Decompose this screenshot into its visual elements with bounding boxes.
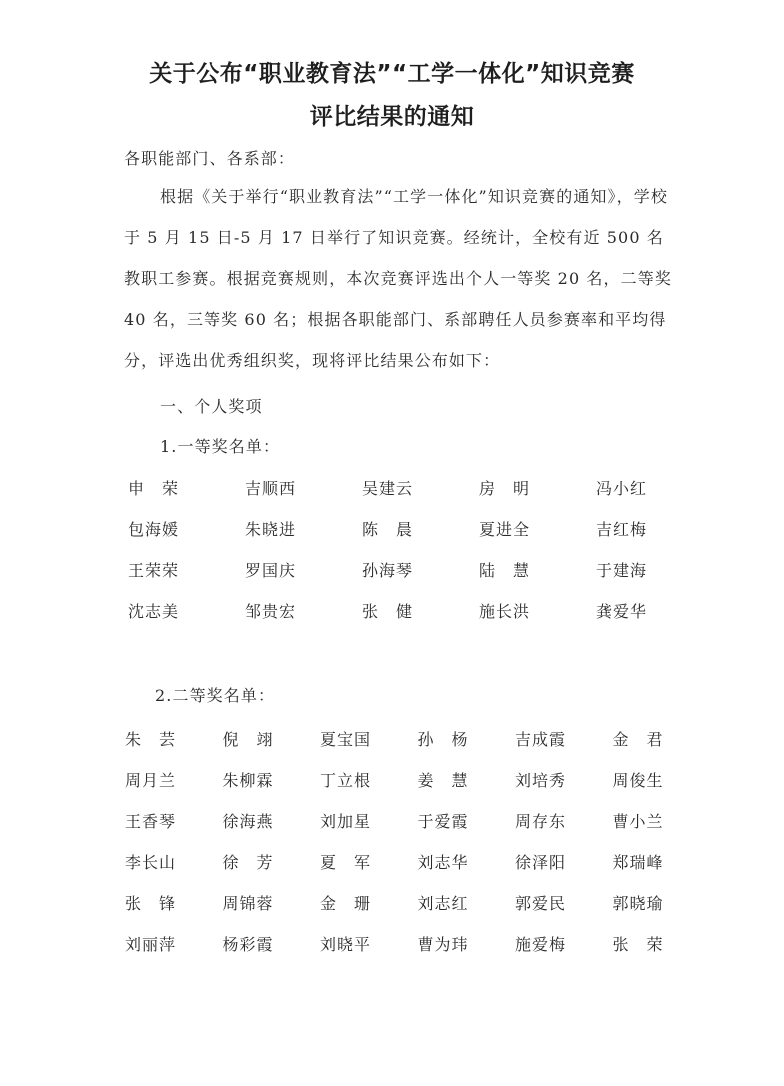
- awardee-name: 房 明: [479, 479, 531, 498]
- awardee-name: 徐 芳: [222, 853, 274, 872]
- awardee-name: 丁立根: [320, 771, 372, 790]
- awardee-name: 龚爱华: [596, 602, 648, 621]
- awardee-name: 刘志红: [417, 894, 469, 913]
- awardee-name: 张 健: [362, 602, 414, 621]
- awardee-name: 张 荣: [612, 935, 664, 954]
- awardee-name: 陈 晨: [362, 520, 414, 539]
- awardee-name: 沈志美: [128, 602, 180, 621]
- awardee-name: 朱 芸: [125, 730, 177, 749]
- first-prize-heading: 1.一等奖名单：: [160, 437, 281, 456]
- awardee-name: 朱柳霖: [222, 771, 274, 790]
- awardee-name: 吉顺西: [245, 479, 297, 498]
- second-prize-heading: 2.二等奖名单：: [155, 686, 276, 705]
- awardee-name: 刘晓平: [320, 935, 372, 954]
- awardee-name: 刘培秀: [515, 771, 567, 790]
- awardee-name: 王荣荣: [128, 561, 180, 580]
- awardee-name: 夏 军: [320, 853, 372, 872]
- awardee-name: 陆 慧: [479, 561, 531, 580]
- awardee-name: 孙海琴: [362, 561, 414, 580]
- salutation: 各职能部门、各系部：: [124, 149, 296, 168]
- awardee-name: 夏宝国: [320, 730, 372, 749]
- awardee-name: 申 荣: [128, 479, 180, 498]
- awardee-name: 吉红梅: [596, 520, 648, 539]
- awardee-name: 刘加星: [320, 812, 372, 831]
- awardee-name: 周锦蓉: [222, 894, 274, 913]
- awardee-name: 于爱霞: [417, 812, 469, 831]
- awardee-name: 周存东: [515, 812, 567, 831]
- awardee-name: 姜 慧: [417, 771, 469, 790]
- awardee-name: 邹贵宏: [245, 602, 297, 621]
- awardee-name: 徐海燕: [222, 812, 274, 831]
- awardee-name: 罗国庆: [245, 561, 297, 580]
- body-paragraph-text: 根据《关于举行“职业教育法”“工学一体化”知识竞赛的通知》，学校于 5 月 15 日-5 月 17 日举行了知识竞赛。经统计，全校有近 500 名教职工参赛。根据竞赛规则，本次竞赛评选出个人一等奖 20 名，二等奖 40 名，三等奖 60 名；根据各职能部门、系部聘任人员参赛率和平均得分，评选出优秀组织奖，现将评比结果公布如下：: [124, 187, 672, 370]
- awardee-name: 杨彩霞: [222, 935, 274, 954]
- body-paragraph: [124, 176, 672, 381]
- awardee-name: 周俊生: [612, 771, 664, 790]
- awardee-name: 曹小兰: [612, 812, 664, 831]
- awardee-name: 施长洪: [479, 602, 531, 621]
- awardee-name: 吴建云: [362, 479, 414, 498]
- awardee-name: 施爱梅: [515, 935, 567, 954]
- awardee-name: 徐泽阳: [515, 853, 567, 872]
- awardee-name: 金 珊: [320, 894, 372, 913]
- notice-title-line-1: 关于公布“职业教育法”“工学一体化”知识竞赛: [149, 61, 635, 87]
- awardee-name: 金 君: [612, 730, 664, 749]
- awardee-name: 郭晓瑜: [612, 894, 664, 913]
- awardee-name: 朱晓进: [245, 520, 297, 539]
- awardee-name: 包海媛: [128, 520, 180, 539]
- awardee-name: 于建海: [596, 561, 648, 580]
- awardee-name: 郭爱民: [515, 894, 567, 913]
- awardee-name: 张 锋: [125, 894, 177, 913]
- awardee-name: 曹为玮: [417, 935, 469, 954]
- awardee-name: 刘志华: [417, 853, 469, 872]
- section-heading-individual-awards: 一、个人奖项: [160, 397, 263, 416]
- awardee-name: 冯小红: [596, 479, 648, 498]
- awardee-name: 李长山: [125, 853, 177, 872]
- awardee-name: 王香琴: [125, 812, 177, 831]
- awardee-name: 周月兰: [125, 771, 177, 790]
- awardee-name: 郑瑞峰: [612, 853, 664, 872]
- notice-title-line-2: 评比结果的通知: [309, 104, 475, 130]
- awardee-name: 刘丽萍: [125, 935, 177, 954]
- awardee-name: 吉成霞: [515, 730, 567, 749]
- awardee-name: 夏进全: [479, 520, 531, 539]
- awardee-name: 倪 翊: [222, 730, 274, 749]
- awardee-name: 孙 杨: [417, 730, 469, 749]
